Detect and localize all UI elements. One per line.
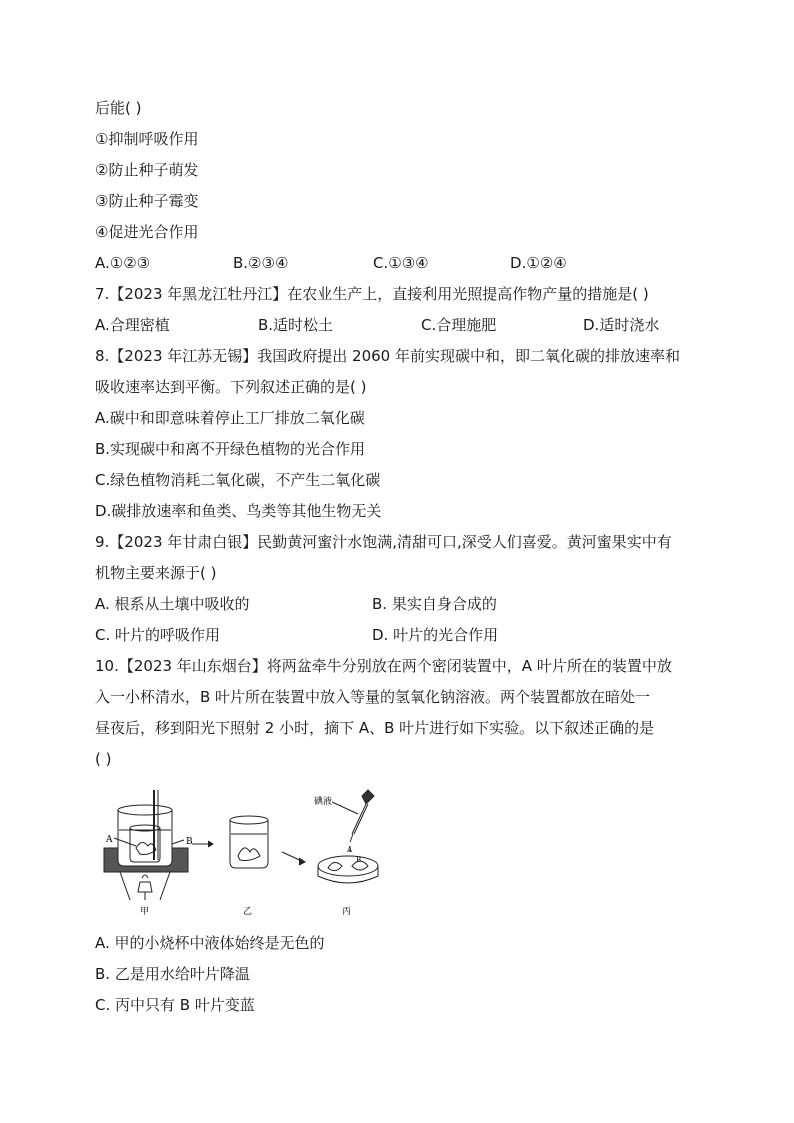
q6-item-2: ②防止种子萌发 [95, 161, 199, 179]
q6-option-a: A.①②③ [95, 254, 151, 272]
q9-option-d: D. 叶片的光合作用 [372, 626, 499, 644]
q8-option-b: B.实现碳中和离不开绿色植物的光合作用 [95, 440, 366, 458]
label-leaf-b: B [356, 856, 362, 864]
q8-stem-line1: 8.【2023 年江苏无锡】我国政府提出 2060 年前实现碳中和，即二氧化碳的排放速率和 [95, 347, 680, 365]
q6-item-3: ③防止种子霉变 [95, 192, 199, 210]
caption-jia: 甲 [140, 907, 150, 917]
q9-option-b: B. 果实自身合成的 [372, 595, 497, 613]
q10-option-b: B. 乙是用水给叶片降温 [95, 965, 250, 983]
q7-option-b: B.适时松土 [258, 316, 334, 334]
q8-option-a: A.碳中和即意味着停止工厂排放二氧化碳 [95, 409, 365, 427]
q10-stem-line4: ( ) [95, 750, 112, 768]
q7-option-a: A.合理密植 [95, 316, 170, 334]
q7-option-d: D.适时浇水 [583, 316, 660, 334]
q9-option-c: C. 叶片的呼吸作用 [95, 626, 221, 644]
q10-stem-line2: 入一小杯清水，B 叶片所在装置中放入等量的氢氧化钠溶液。两个装置都放在暗处一 [95, 688, 651, 706]
q10-stem-line3: 昼夜后，移到阳光下照射 2 小时，摘下 A、B 叶片进行如下实验。以下叙述正确的是 [95, 719, 655, 737]
experiment-drawing [100, 782, 400, 922]
q9-stem-line1: 9.【2023 年甘肃白银】民勤黄河蜜汁水饱满,清甜可口,深受人们喜爱。黄河蜜果实中有 [95, 533, 672, 551]
q7-stem: 7.【2023 年黑龙江牡丹江】在农业生产上，直接利用光照提高作物产量的措施是( ) [95, 285, 649, 303]
q6-option-b: B.②③④ [233, 254, 289, 272]
caption-yi: 乙 [243, 907, 253, 917]
label-a: A [106, 835, 113, 845]
q10-option-a: A. 甲的小烧杯中液体始终是无色的 [95, 934, 325, 952]
q8-stem-line2: 吸收速率达到平衡。下列叙述正确的是( ) [95, 378, 367, 396]
q6-item-1: ①抑制呼吸作用 [95, 130, 199, 148]
q6-option-c: C.①③④ [373, 254, 429, 272]
q6-option-d: D.①②④ [510, 254, 567, 272]
q9-option-a: A. 根系从土壤中吸收的 [95, 595, 250, 613]
caption-bing: 丙 [342, 907, 352, 917]
q9-stem-line2: 机物主要来源于( ) [95, 564, 217, 582]
q6-item-4: ④促进光合作用 [95, 223, 199, 241]
label-leaf-a: A [347, 846, 353, 854]
q6-stem-tail: 后能( ) [95, 99, 142, 117]
q7-option-c: C.合理施肥 [421, 316, 497, 334]
label-b: B [186, 837, 193, 847]
experiment-diagram [100, 782, 400, 922]
q8-option-c: C.绿色植物消耗二氧化碳，不产生二氧化碳 [95, 471, 381, 489]
q10-stem-line1: 10.【2023 年山东烟台】将两盆牵牛分别放在两个密闭装置中，A 叶片所在的装置中放 [95, 657, 672, 675]
q10-option-c: C. 丙中只有 B 叶片变蓝 [95, 996, 255, 1014]
label-iodine: 碘液 [314, 797, 333, 807]
q8-option-d: D.碳排放速率和鱼类、鸟类等其他生物无关 [95, 502, 382, 520]
